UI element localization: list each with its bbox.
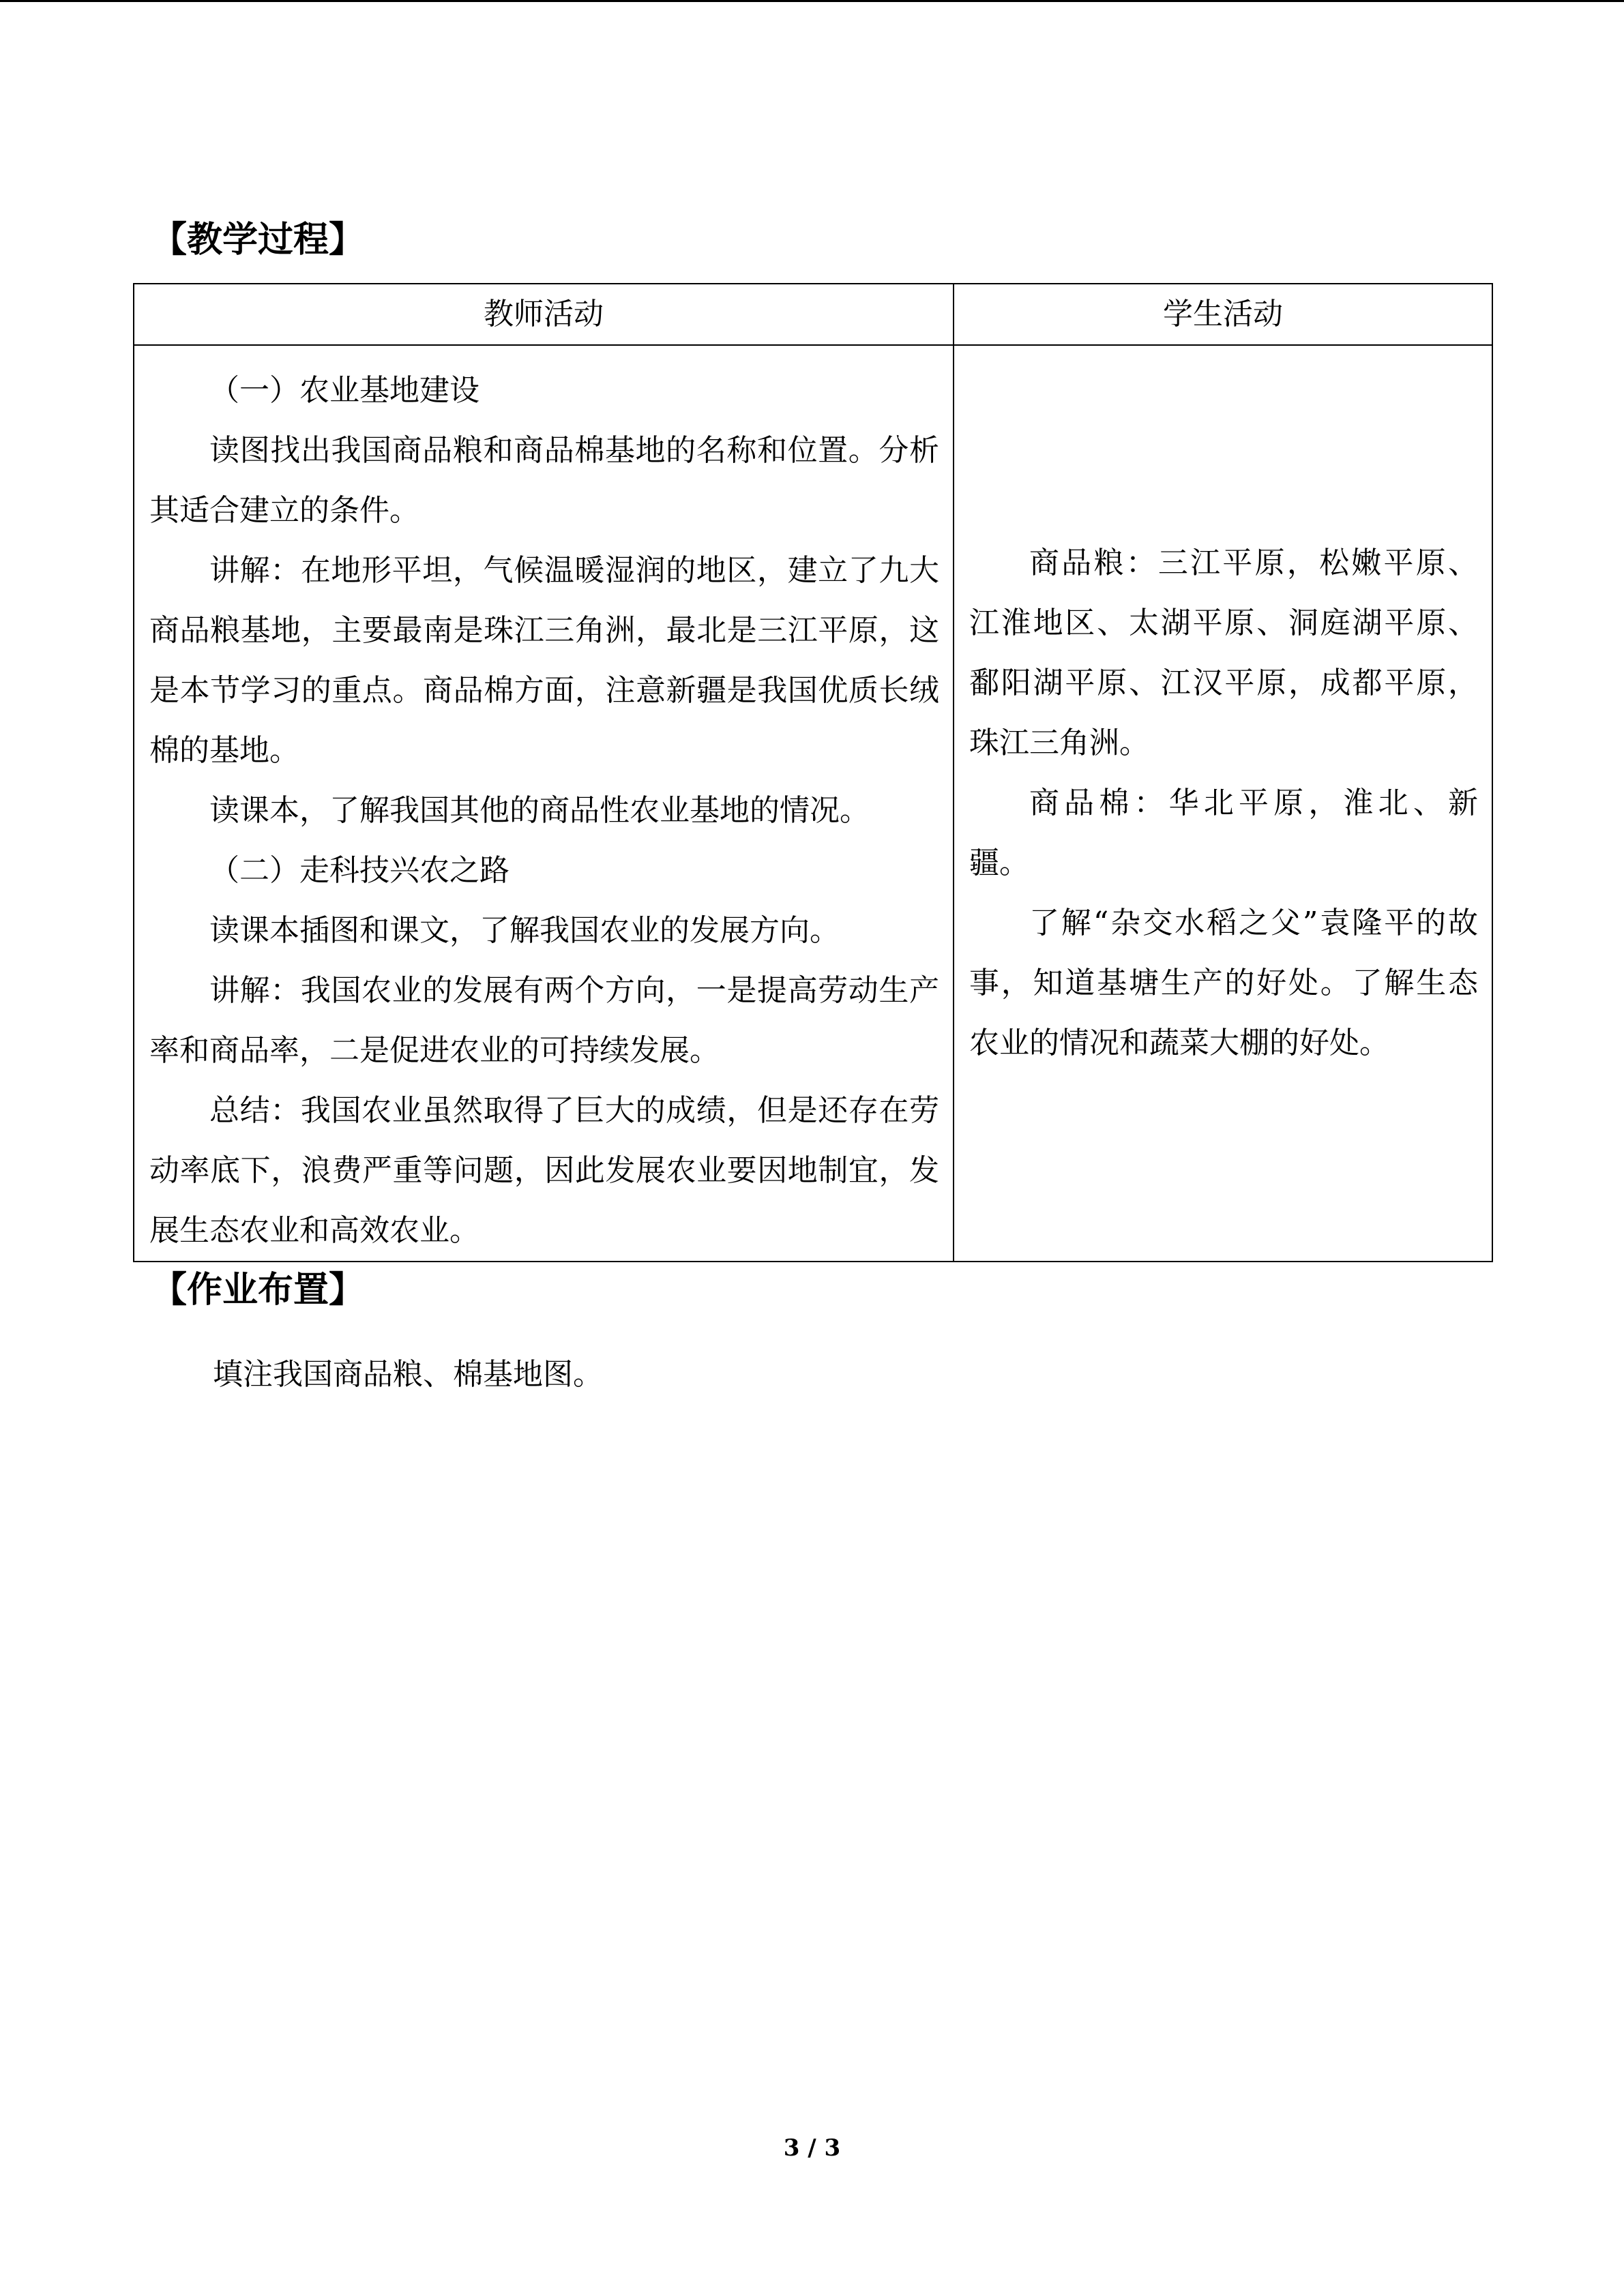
teaching-process-heading: 【教学过程】 [151,220,365,260]
teacher-activity-header: 教师活动 [134,284,954,345]
teacher-paragraph-5: （二）走科技兴农之路 [209,853,510,888]
student-paragraph-1: 商品粮：三江平原，松嫩平原、江淮地区、太湖平原、洞庭湖平原、鄱阳湖平原、江汉平原，成都平原，珠江三角洲。 [969,546,1478,760]
student-activity-header: 学生活动 [954,284,1492,345]
teacher-paragraph-2: 读图找出我国商品粮和商品棉基地的名称和位置。分析其适合建立的条件。 [149,433,939,528]
student-paragraph-3: 了解“杂交水稻之父”袁隆平的故事，知道基塘生产的好处。了解生态农业的情况和蔬菜大棚的好处。 [969,906,1478,1060]
teacher-paragraph-8: 总结：我国农业虽然取得了巨大的成绩，但是还存在劳动率底下，浪费严重等问题，因此发展农业要因地制宜，发展生态农业和高效农业。 [149,1093,939,1248]
teacher-activity-cell [134,345,954,1262]
teacher-paragraph-4: 读课本，了解我国其他的商品性农业基地的情况。 [209,793,870,828]
teacher-paragraph-7: 讲解：我国农业的发展有两个方向，一是提高劳动生产率和商品率，二是促进农业的可持续发展。 [149,973,939,1068]
teacher-paragraph-3: 讲解：在地形平坦，气候温暖湿润的地区，建立了九大商品粮基地，主要最南是珠江三角洲，最北是三江平原，这是本节学习的重点。商品棉方面，注意新疆是我国优质长绒棉的基地。 [149,553,939,768]
student-paragraph-2: 商品棉：华北平原，淮北、新疆。 [969,786,1478,880]
table-header-row [134,284,1492,345]
teacher-paragraph-6: 读课本插图和课文，了解我国农业的发展方向。 [209,913,840,948]
student-activity-cell [954,345,1492,1262]
lesson-activity-table [133,283,1493,1262]
page-number: 3 / 3 [783,2134,841,2162]
top-border-line [0,0,1624,2]
table-body-row [134,345,1492,1262]
teacher-paragraph-1: （一）农业基地建设 [209,373,479,408]
homework-text: 填注我国商品粮、棉基地图。 [213,1357,603,1392]
homework-heading: 【作业布置】 [151,1270,365,1311]
